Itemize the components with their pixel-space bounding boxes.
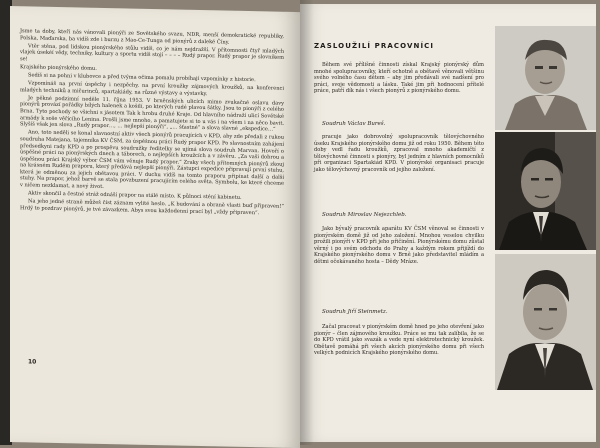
paragraph: Na jeho jedné straně můžeš číst záznam vylité heslo. „K budování a obraně vlasti buď připraven!“ Hrdý to pozdrav pionýrů, je tvé závazkem. Abys svou každodenní prací byl „vždy připraven“.	[20, 198, 284, 217]
portrait-image	[495, 254, 596, 390]
text-block	[314, 226, 484, 267]
paragraph: Aktiv skončil a čestné stráž odnáší prapor na stálé místo. K půlnoci sténí kabinetu.	[28, 190, 242, 202]
paragraph: Ano, toto neděli se konal slavnostní aktiv všech pionýrů pracujících v KPD, aby zde předali z rukou soudruha Matejana, tajemníka KV ČSM, za úspěšnou práci Rudý prapor KPD. Po slavnostním zahájení předsedkyni rady KPD a po prospěvu soudružky ředitelky se ujímá slova soudruh Marvan. Hovoří o úspěšné práci na pionýrských dnech a táborech, o nejlepších kroužcích a v závěru. „Za vaši dobrou a úspěšnou práci Krajský výbor ČSM vám věnuje Rudý prapor.“ Zraky všech přítomných pionýrů zkouj na krásném Rudém praporu, který předává nejlepší pionýři. Zástupci expedice připravují první stuhu, která je odměnou za jejich obětavou práci. V duchu vidíš na tomto praporu připínat další a další stuhy. Na prapor, jehož barvě se stala povzbuzení pracujícím celého světa. Symbolu, ke které chceme v ničem nezklamat, a nový život.	[20, 129, 285, 191]
portrait-photo	[495, 254, 596, 390]
paragraph: Během své přílišné činnosti získal Krajský pionýrský dům mnohé spolupracovníky, kteří ochotně a obětavě věnovali většinu svého volného času dětem – aby jim předávali své nadšení pro práci, svoje vědomosti a lásku. Také jim při hodnocení přítelé práce, patří dík nás i všech pionýrů z pionýrského domu.	[314, 62, 484, 95]
paragraph: Je pěkné podzimní neděle 11. října 1953. V brněnských ulicích mimo zvukačné oslavu davy pionýrů provází pořádky bílých halenek a košilí, po kterých rudé plavou šátky. Jsou to pionýři z celého Brna. Tyto pochody se všichni s jásotem Tak k hrobu druhé Kraje. Od hlavního nádraží ulicí Sovětské armády k soše věřícího Lenina. Prošli jsme mnoho, a pamatujete si to u vás i na všem i na něco bavit. Slyšíš však jen slova „Rudý prapor…, … nejlepší pionýři“, „… šťastné“ a slova slavné „ekspedice…“	[20, 95, 284, 133]
paragraph: Vzpomínáš na první úspěchy i nezpěchy, na první kroužky zájmových kroužků, na konferenci mladých techniků a mičurinců, spartakiády, na různé výstavy a výstavky.	[20, 80, 284, 97]
text-block	[314, 62, 484, 96]
portrait-photo	[495, 26, 596, 130]
paragraph: Vtěr stěna, pod lidskou pionýrského stůlu vidíš, co je nám nejdražší. V přítomnosti čtyř mladých vlajek úsekéí vědy, techniky, kultury a sportu vidíš stojí – – – – Rudý prapor. Rudý prapor je slovníkem se!	[20, 43, 284, 63]
portrait-image	[495, 26, 596, 130]
left-page	[10, 6, 300, 448]
paragraph: Začal pracovat v pionýrském domě hned po jeho otevření jako pionýr – člen zájmového kroužku. Práce se mu tak zalíbila, že se do KPD vrátil jako svazák a vede nyní elektrotechnický kroužek. Obětavě pomáhá při všech akcích pionýrského domu při všech velkých podnicích Krajského pionýrského domu.	[314, 324, 484, 357]
right-page	[300, 4, 596, 442]
paragraph: Krajského pionýrského domu.	[20, 64, 97, 72]
text-block	[314, 134, 484, 175]
paragraph: Jako bývalý pracovník aparátu KV ČSM věnoval se činnosti v pionýrském domě již od jeho založení. Mnohou veselou chvilku prožili pionýři v KPD při jeho přičinění. Pionýrskému domu zůstal věrný i po svém odchodu do Prahy a každým rokem přijíždí do Krajského pionýrského domu v Brně jako představitel mládím a dětmi očekávaného hosta – Dědy Mráze.	[314, 226, 484, 265]
paragraph: pracuje jako dobrovolný spolupracovník tělovýchovného úseku Krajského pionýrského domu již od roku 1950. Během této doby vedl řadu kroužků, zpracoval mnoho akademičtí z tělovýchovné činnosti s pionýry, byl jedním z hlavních pomocníků při organizaci Spartakiád KPD. V pionýrské organisaci pracuje jako tělovýchovný pracovník od jejího založení.	[314, 134, 484, 173]
portrait-photo	[495, 132, 596, 250]
text-block	[314, 324, 484, 358]
caption: Soudruh Jiří Steinmetz.	[322, 309, 388, 315]
portrait-image	[495, 132, 596, 250]
caption: Soudruh Václav Bureš.	[322, 121, 386, 127]
left-page-text	[20, 28, 284, 218]
paragraph: Sedíš si na pohni v klubovce a před tvýma očima pomalu probíhají vzpomínky z historie.	[28, 72, 256, 84]
paragraph: Jsme ta doby, kteří nás vánovali pionýři ze Sovětského svazu, NDR, menší demokratické republiky, Polska, Maďarska, ba vidíš zde i burzu z Mao-Ce-Tunga od pionýrů z daleké Číny.	[20, 28, 284, 46]
caption: Soudruh Miroslav Nejezchleb.	[322, 212, 407, 218]
section-title: ZASLOUŽILÍ PRACOVNÍCI	[314, 42, 435, 50]
page-number: 10	[28, 358, 37, 366]
